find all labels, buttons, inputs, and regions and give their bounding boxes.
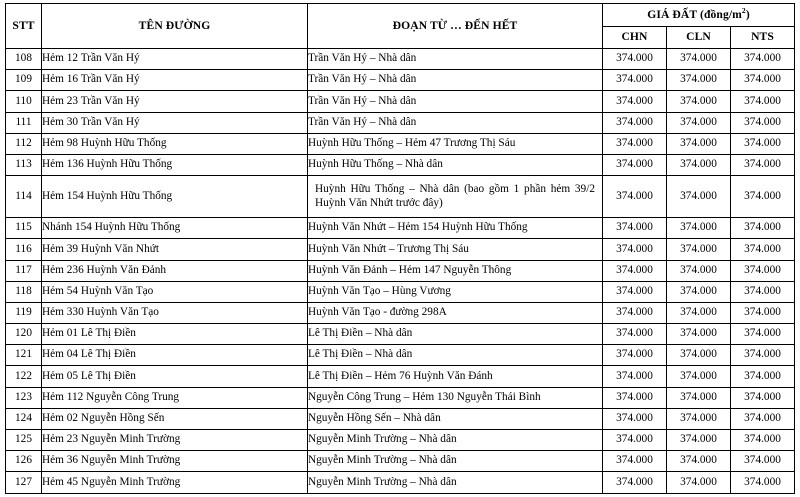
cell-price-chn: 374.000 (603, 302, 667, 323)
cell-price-nts: 374.000 (731, 239, 795, 260)
cell-stt: 111 (6, 112, 42, 133)
cell-price-chn: 374.000 (603, 112, 667, 133)
table-row (6, 133, 795, 154)
cell-stt: 115 (6, 218, 42, 239)
cell-street-name: Hẻm 04 Lê Thị Điền (42, 345, 308, 366)
cell-segment: Huỳnh Văn Nhứt – Hẻm 154 Huỳnh Hữu Thống (308, 218, 603, 239)
cell-price-nts: 374.000 (731, 260, 795, 281)
cell-price-chn: 374.000 (603, 345, 667, 366)
cell-price-nts: 374.000 (731, 302, 795, 323)
cell-price-chn: 374.000 (603, 176, 667, 218)
cell-street-name: Hẻm 01 Lê Thị Điền (42, 324, 308, 345)
cell-segment: Huỳnh Hữu Thống – Nhà dân (bao gồm 1 phần hẻm 39/2 Huỳnh Văn Nhứt trước đây) (308, 176, 603, 218)
column-header-cln: CLN (667, 26, 731, 49)
cell-stt: 127 (6, 472, 42, 493)
cell-price-chn: 374.000 (603, 154, 667, 175)
cell-segment: Huỳnh Hữu Thống – Nhà dân (308, 154, 603, 175)
cell-price-cln: 374.000 (667, 70, 731, 91)
price-group-superscript: 2 (741, 5, 746, 15)
cell-price-chn: 374.000 (603, 451, 667, 472)
cell-price-nts: 374.000 (731, 387, 795, 408)
cell-segment: Huỳnh Văn Nhứt – Trương Thị Sáu (308, 239, 603, 260)
cell-price-cln: 374.000 (667, 366, 731, 387)
cell-stt: 110 (6, 91, 42, 112)
cell-segment: Trần Văn Hý – Nhà dân (308, 70, 603, 91)
cell-stt: 118 (6, 281, 42, 302)
cell-price-chn: 374.000 (603, 91, 667, 112)
cell-stt: 109 (6, 70, 42, 91)
cell-street-name: Hẻm 236 Huỳnh Văn Đảnh (42, 260, 308, 281)
cell-segment: Huỳnh Hữu Thống – Hẻm 47 Trương Thị Sáu (308, 133, 603, 154)
column-header-price-group (603, 4, 795, 27)
table-row (6, 218, 795, 239)
cell-price-chn: 374.000 (603, 70, 667, 91)
cell-street-name: Hẻm 02 Nguyễn Hồng Sến (42, 408, 308, 429)
table-row (6, 281, 795, 302)
cell-price-cln: 374.000 (667, 260, 731, 281)
table-row (6, 387, 795, 408)
cell-price-chn: 374.000 (603, 133, 667, 154)
cell-price-chn: 374.000 (603, 430, 667, 451)
cell-street-name: Hẻm 12 Trần Văn Hý (42, 49, 308, 70)
land-price-table (5, 3, 795, 494)
cell-price-chn: 374.000 (603, 239, 667, 260)
table-row (6, 239, 795, 260)
table-row (6, 112, 795, 133)
column-header-nts: NTS (731, 26, 795, 49)
cell-price-cln: 374.000 (667, 91, 731, 112)
table-row (6, 430, 795, 451)
cell-stt: 112 (6, 133, 42, 154)
cell-price-nts: 374.000 (731, 49, 795, 70)
cell-price-cln: 374.000 (667, 451, 731, 472)
cell-price-nts: 374.000 (731, 112, 795, 133)
cell-street-name: Hẻm 112 Nguyễn Công Trung (42, 387, 308, 408)
cell-price-nts: 374.000 (731, 324, 795, 345)
cell-stt: 117 (6, 260, 42, 281)
cell-price-cln: 374.000 (667, 281, 731, 302)
cell-segment: Nguyễn Minh Trường – Nhà dân (308, 451, 603, 472)
cell-price-nts: 374.000 (731, 176, 795, 218)
cell-street-name: Hẻm 98 Huỳnh Hữu Thống (42, 133, 308, 154)
column-header-segment: ĐOẠN TỪ … ĐẾN HẾT (308, 4, 603, 49)
cell-price-nts: 374.000 (731, 154, 795, 175)
cell-stt: 126 (6, 451, 42, 472)
cell-price-cln: 374.000 (667, 430, 731, 451)
cell-street-name: Hẻm 36 Nguyễn Minh Trường (42, 451, 308, 472)
cell-price-nts: 374.000 (731, 366, 795, 387)
cell-street-name: Hẻm 136 Huỳnh Hữu Thống (42, 154, 308, 175)
table-body (6, 49, 795, 494)
cell-price-nts: 374.000 (731, 345, 795, 366)
cell-stt: 116 (6, 239, 42, 260)
cell-price-cln: 374.000 (667, 176, 731, 218)
cell-segment: Nguyễn Minh Trường – Nhà dân (308, 430, 603, 451)
cell-segment: Trần Văn Hý – Nhà dân (308, 49, 603, 70)
cell-street-name: Hẻm 39 Huỳnh Văn Nhứt (42, 239, 308, 260)
cell-segment: Lê Thị Điền – Nhà dân (308, 345, 603, 366)
cell-stt: 124 (6, 408, 42, 429)
cell-stt: 121 (6, 345, 42, 366)
cell-price-nts: 374.000 (731, 70, 795, 91)
cell-segment: Huỳnh Văn Tạo – Hùng Vương (308, 281, 603, 302)
column-header-stt: STT (6, 4, 42, 49)
table-row (6, 91, 795, 112)
cell-street-name: Hẻm 54 Huỳnh Văn Tạo (42, 281, 308, 302)
cell-street-name: Hẻm 23 Nguyễn Minh Trường (42, 430, 308, 451)
cell-price-cln: 374.000 (667, 387, 731, 408)
table-row (6, 451, 795, 472)
table-row (6, 70, 795, 91)
table-row (6, 345, 795, 366)
cell-segment: Nguyễn Công Trung – Hẻm 130 Nguyễn Thái Bình (308, 387, 603, 408)
table-row (6, 176, 795, 218)
cell-price-chn: 374.000 (603, 260, 667, 281)
cell-price-cln: 374.000 (667, 302, 731, 323)
cell-price-chn: 374.000 (603, 218, 667, 239)
cell-price-chn: 374.000 (603, 387, 667, 408)
cell-price-nts: 374.000 (731, 408, 795, 429)
cell-street-name: Hẻm 05 Lê Thị Điền (42, 366, 308, 387)
cell-segment: Trần Văn Hý – Nhà dân (308, 91, 603, 112)
cell-street-name: Hẻm 45 Nguyễn Minh Trường (42, 472, 308, 493)
table-row (6, 408, 795, 429)
cell-price-nts: 374.000 (731, 451, 795, 472)
cell-street-name: Nhánh 154 Huỳnh Hữu Thống (42, 218, 308, 239)
table-row (6, 260, 795, 281)
cell-price-nts: 374.000 (731, 91, 795, 112)
cell-stt: 119 (6, 302, 42, 323)
cell-segment: Lê Thị Điền – Nhà dân (308, 324, 603, 345)
cell-segment: Nguyễn Hồng Sến – Nhà dân (308, 408, 603, 429)
price-group-text: GIÁ ĐẤT (đồng/m (647, 7, 742, 21)
cell-price-cln: 374.000 (667, 239, 731, 260)
cell-price-nts: 374.000 (731, 472, 795, 493)
cell-price-nts: 374.000 (731, 281, 795, 302)
cell-street-name: Hẻm 23 Trần Văn Hý (42, 91, 308, 112)
table-header (6, 4, 795, 49)
table-row (6, 154, 795, 175)
cell-stt: 114 (6, 176, 42, 218)
cell-stt: 125 (6, 430, 42, 451)
cell-price-cln: 374.000 (667, 408, 731, 429)
cell-price-chn: 374.000 (603, 49, 667, 70)
table-row (6, 49, 795, 70)
cell-segment: Huỳnh Văn Tạo - đường 298A (308, 302, 603, 323)
cell-price-cln: 374.000 (667, 154, 731, 175)
cell-price-chn: 374.000 (603, 408, 667, 429)
table-row (6, 302, 795, 323)
cell-price-cln: 374.000 (667, 345, 731, 366)
cell-price-cln: 374.000 (667, 133, 731, 154)
cell-stt: 122 (6, 366, 42, 387)
cell-price-cln: 374.000 (667, 218, 731, 239)
cell-segment: Trần Văn Hý – Nhà dân (308, 112, 603, 133)
cell-price-nts: 374.000 (731, 218, 795, 239)
cell-price-nts: 374.000 (731, 430, 795, 451)
cell-price-chn: 374.000 (603, 324, 667, 345)
cell-price-cln: 374.000 (667, 324, 731, 345)
table-row (6, 366, 795, 387)
cell-price-nts: 374.000 (731, 133, 795, 154)
price-group-suffix: ) (745, 7, 750, 21)
column-header-chn: CHN (603, 26, 667, 49)
column-header-street-name: TÊN ĐƯỜNG (42, 4, 308, 49)
cell-street-name: Hẻm 330 Huỳnh Văn Tạo (42, 302, 308, 323)
cell-stt: 120 (6, 324, 42, 345)
cell-segment: Lê Thị Điền – Hẻm 76 Huỳnh Văn Đánh (308, 366, 603, 387)
cell-street-name: Hẻm 16 Trần Văn Hý (42, 70, 308, 91)
cell-price-chn: 374.000 (603, 281, 667, 302)
table-row (6, 472, 795, 493)
cell-price-chn: 374.000 (603, 366, 667, 387)
cell-street-name: Hẻm 30 Trần Văn Hý (42, 112, 308, 133)
cell-stt: 108 (6, 49, 42, 70)
cell-street-name: Hẻm 154 Huỳnh Hữu Thống (42, 176, 308, 218)
cell-price-cln: 374.000 (667, 472, 731, 493)
cell-stt: 113 (6, 154, 42, 175)
table-row (6, 324, 795, 345)
cell-segment: Nguyễn Minh Trường – Nhà dân (308, 472, 603, 493)
cell-segment: Huỳnh Văn Đảnh – Hẻm 147 Nguyễn Thông (308, 260, 603, 281)
cell-stt: 123 (6, 387, 42, 408)
cell-price-chn: 374.000 (603, 472, 667, 493)
cell-price-cln: 374.000 (667, 112, 731, 133)
cell-price-cln: 374.000 (667, 49, 731, 70)
header-row-primary (6, 4, 795, 27)
